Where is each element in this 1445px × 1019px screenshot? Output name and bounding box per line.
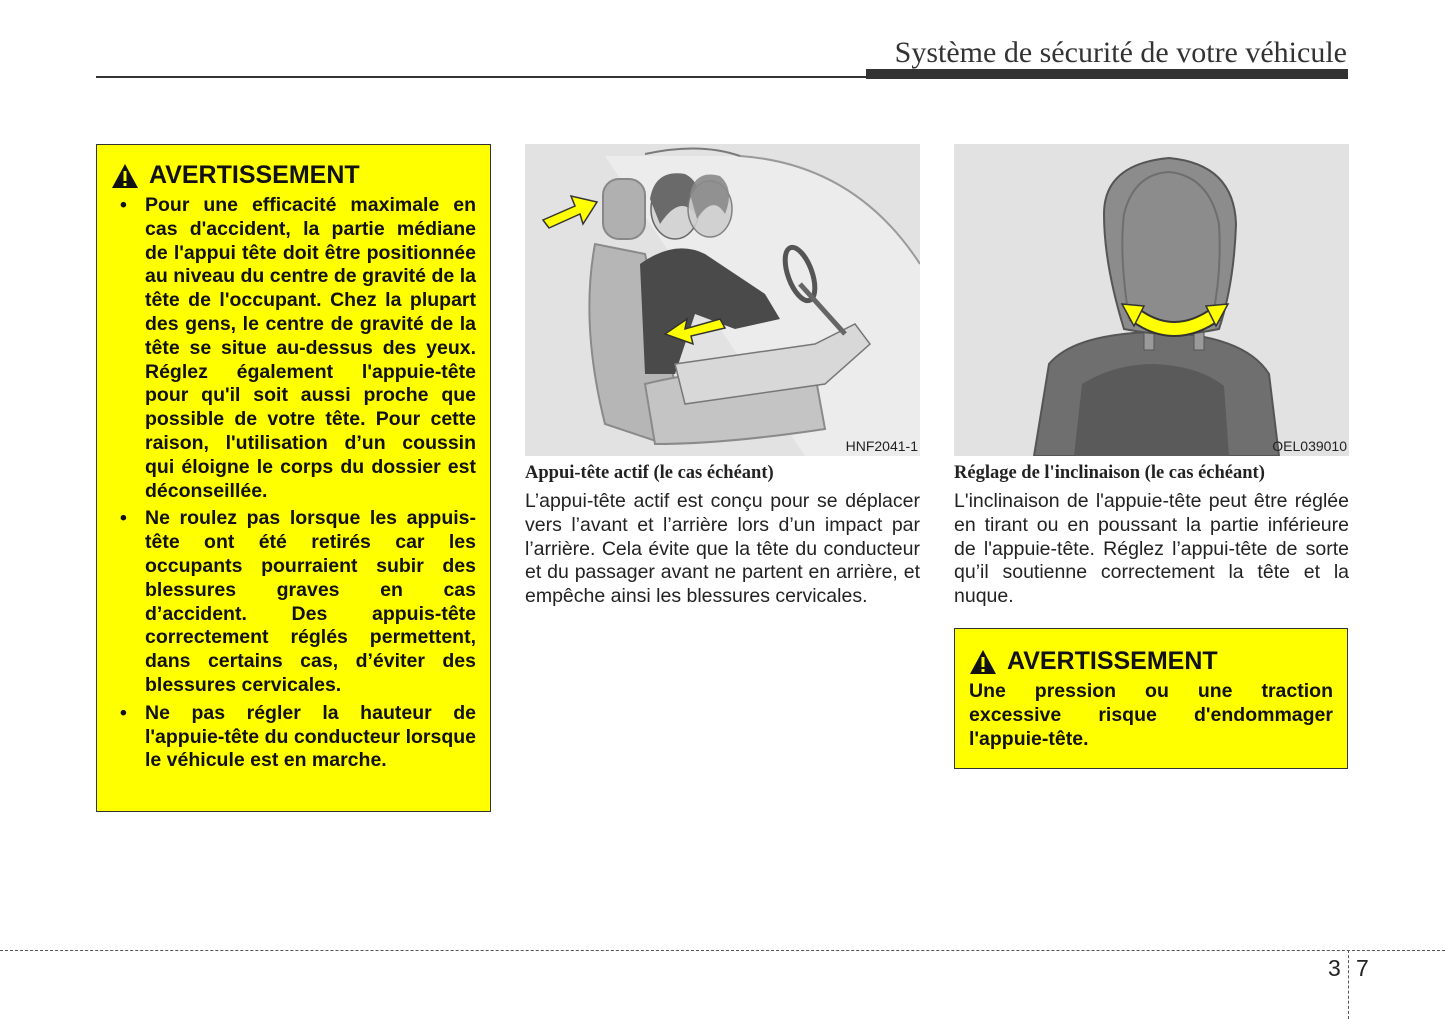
warning-triangle-icon [111, 163, 139, 189]
warning-item-text: Ne roulez pas lorsque les appuis-tête ont été retirés car les occupants pourraient subir des blessures graves en cas d’accident. Des appuis-tête correctement réglés permettent, dans certains cas, d’éviter des blessures cervicales. [145, 507, 476, 696]
warning-item: • Ne pas régler la hauteur de l'appuie-tête du conducteur lorsque le véhicule est en marche. [120, 701, 476, 772]
header-rule-thick [866, 69, 1348, 79]
section-text-active: L’appui-tête actif est conçu pour se déplacer vers l’avant et l’arrière lors d’un impact par l’arrière. Cela évite que la tête du conducteur et du passager avant ne partent en arrière, et empêche ainsi les blessures cervicales. [525, 490, 920, 608]
warning-heading-label: AVERTISSEMENT [1007, 647, 1218, 675]
driver-seat-illustration [525, 144, 920, 456]
figure-code: OEL039010 [1272, 438, 1347, 454]
header-rule [96, 76, 868, 78]
footer-dashed-rule [0, 950, 1445, 951]
warning-heading-label: AVERTISSEMENT [149, 161, 360, 189]
warning-item: • Pour une efficacité maximale en cas d'accident, la partie médiane de l'appui tête doit être positionnée au niveau du centre de gravité de la tête de l'occupant. Chez la plupart des gens, le centre de gravité de la tête se situe au-dessus des yeux. Réglez également l'appuie-tête pour qu'il soit aussi proche que possible de votre tête. Pour cette raison, l'utilisation d’un coussin qui éloigne le corps du dossier est déconseillée. [120, 194, 476, 502]
warning-box-small [954, 628, 1348, 769]
warning-box-main [96, 144, 491, 812]
warning-small-text: Une pression ou une traction excessive risque d'endommager l'appuie-tête. [969, 680, 1333, 750]
section-caption-active: Appui-tête actif (le cas échéant) [525, 463, 774, 483]
page-header-title: Système de sécurité de votre véhicule [894, 36, 1347, 69]
warning-list [111, 194, 476, 773]
figure-code: HNF2041-1 [845, 438, 918, 454]
warning-heading [111, 161, 476, 190]
warning-item-text: Pour une efficacité maximale en cas d'accident, la partie médiane de l'appui tête doit être positionnée au niveau du centre de gravité de la tête de l'occupant. Chez la plupart des gens, le centre de gravité de la tête se situe au-dessus des yeux. Réglez également l'appuie-tête pour qu'il soit aussi proche que possible de votre tête. Pour cette raison, l'utilisation d’un coussin qui éloigne le corps du dossier est déconseillée. [145, 194, 476, 502]
section-text-tilt: L'inclinaison de l'appuie-tête peut être réglée en tirant ou en poussant la partie inférieure de l'appuie-tête. Réglez l’appui-tête de sorte qu’il soutienne correctement la tête et la nuque. [954, 490, 1349, 608]
page-chapter-number: 3 [1328, 955, 1341, 981]
section-caption-tilt: Réglage de l'inclinaison (le cas échéant) [954, 463, 1265, 483]
page-number: 7 [1356, 955, 1369, 981]
warning-heading [969, 647, 1333, 676]
warning-item: • Ne roulez pas lorsque les appuis-tête ont été retirés car les occupants pourraient subir des blessures graves en cas d’accident. Des appuis-tête correctement réglés permettent, dans certains cas, d’éviter des blessures cervicales. [120, 507, 476, 696]
figure-headrest-tilt [954, 144, 1349, 456]
figure-active-headrest [525, 144, 920, 456]
warning-triangle-icon [969, 649, 997, 675]
headrest-illustration [954, 144, 1349, 456]
footer-dashed-separator [1348, 950, 1349, 1019]
warning-item-text: Ne pas régler la hauteur de l'appuie-tête du conducteur lorsque le véhicule est en marche. [145, 701, 476, 772]
